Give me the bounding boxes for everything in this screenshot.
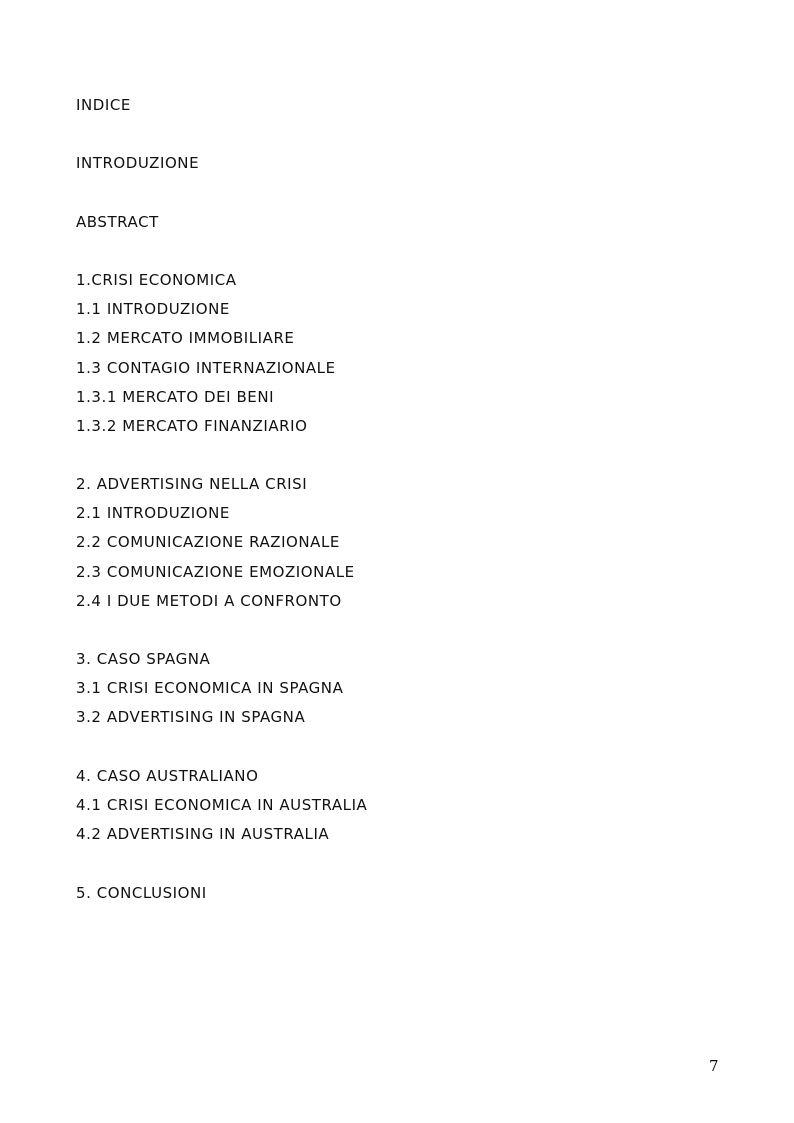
toc-section-2-1: 2.1 INTRODUZIONE [76, 504, 230, 522]
toc-section-2-3: 2.3 COMUNICAZIONE EMOZIONALE [76, 563, 355, 581]
toc-section-4-1: 4.1 CRISI ECONOMICA IN AUSTRALIA [76, 796, 368, 814]
toc-section-1-3-1: 1.3.1 MERCATO DEI BENI [76, 388, 275, 406]
toc-section-1-2: 1.2 MERCATO IMMOBILIARE [76, 329, 295, 347]
toc-section-2-2: 2.2 COMUNICAZIONE RAZIONALE [76, 533, 340, 551]
toc-chapter-2-title: 2. ADVERTISING NELLA CRISI [76, 475, 308, 493]
toc-section-3-2: 3.2 ADVERTISING IN SPAGNA [76, 708, 306, 726]
toc-chapter-4-title: 4. CASO AUSTRALIANO [76, 767, 259, 785]
toc-entry-abstract: ABSTRACT [76, 213, 159, 231]
toc-chapter-3-title: 3. CASO SPAGNA [76, 650, 211, 668]
page-number: 7 [709, 1057, 719, 1075]
toc-section-4-2: 4.2 ADVERTISING IN AUSTRALIA [76, 825, 330, 843]
toc-section-2-4: 2.4 I DUE METODI A CONFRONTO [76, 592, 342, 610]
toc-section-1-3-2: 1.3.2 MERCATO FINANZIARIO [76, 417, 308, 435]
toc-entry-introduzione: INTRODUZIONE [76, 154, 200, 172]
toc-heading: INDICE [76, 96, 131, 114]
toc-chapter-5-title: 5. CONCLUSIONI [76, 884, 207, 902]
toc-section-1-1: 1.1 INTRODUZIONE [76, 300, 230, 318]
toc-section-1-3: 1.3 CONTAGIO INTERNAZIONALE [76, 359, 336, 377]
toc-section-3-1: 3.1 CRISI ECONOMICA IN SPAGNA [76, 679, 344, 697]
toc-chapter-1-title: 1.CRISI ECONOMICA [76, 271, 237, 289]
